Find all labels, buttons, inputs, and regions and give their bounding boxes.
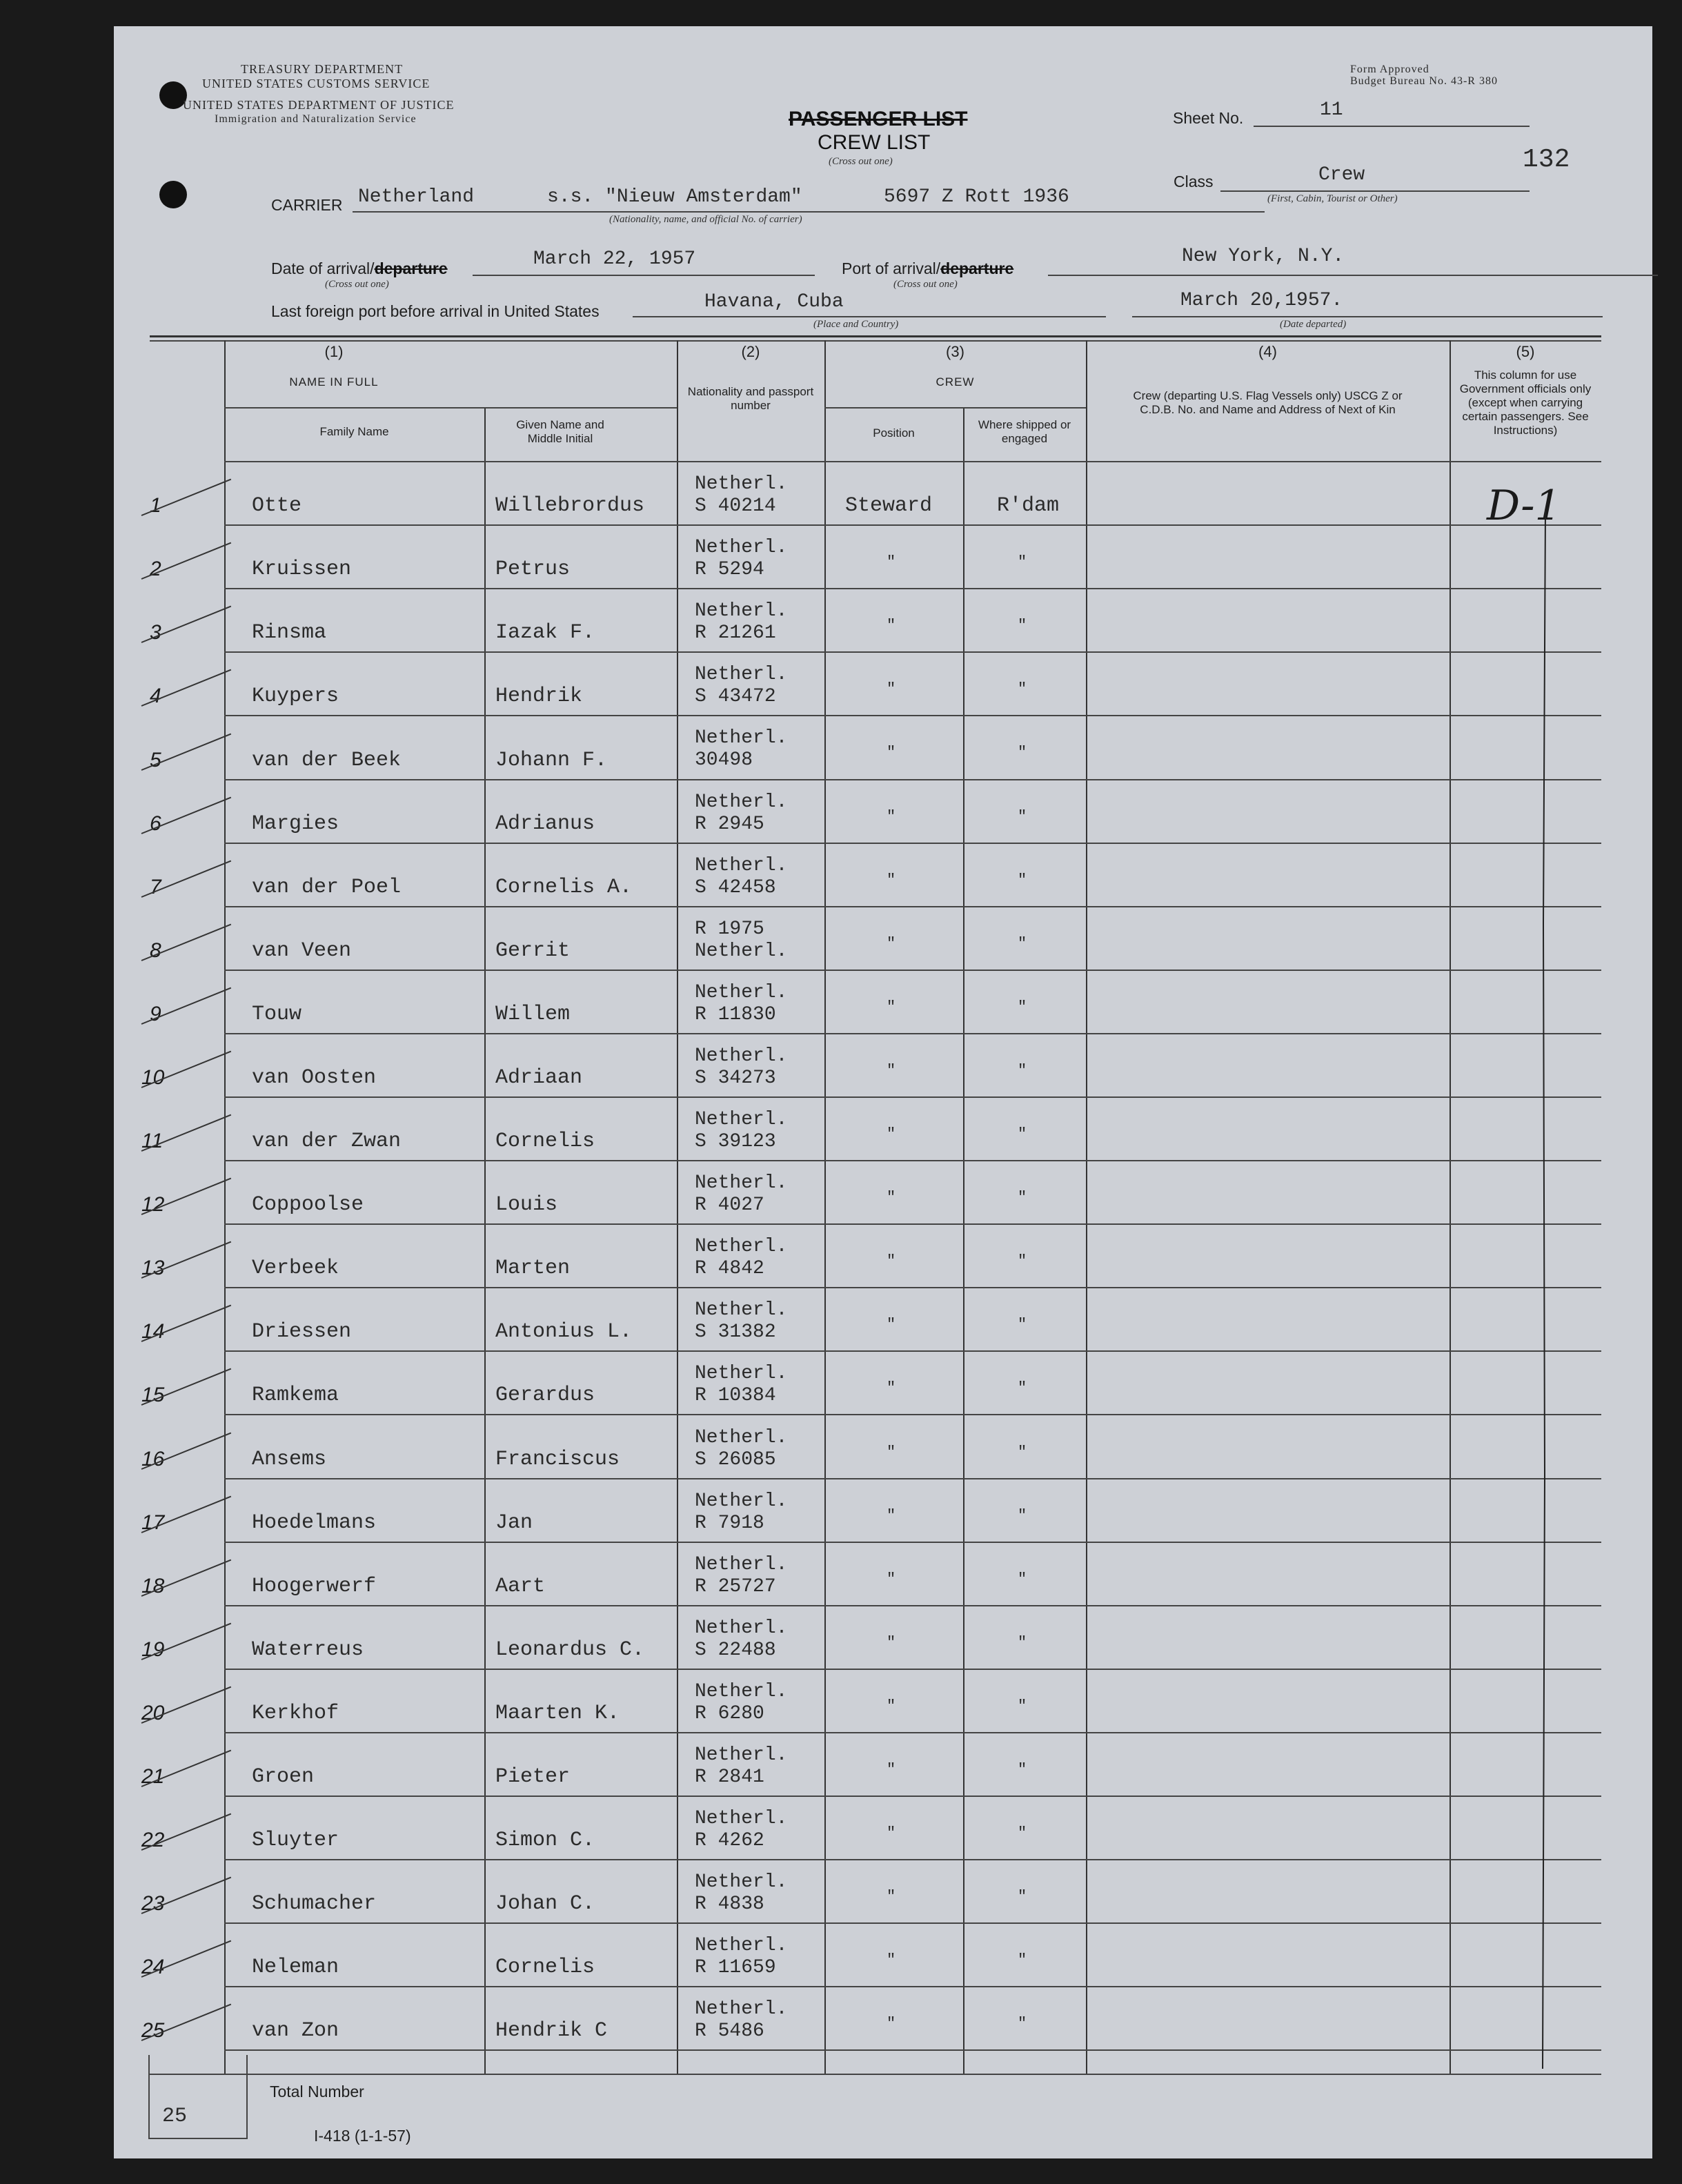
col1-number: (1) [324, 343, 344, 360]
row-rule [224, 588, 1601, 589]
given-name: Johan C. [495, 1892, 595, 1916]
given-name: Simon C. [495, 1829, 595, 1852]
family-name: Rinsma [252, 621, 327, 645]
position-ditto: " [887, 1125, 896, 1143]
position-ditto: " [887, 1634, 896, 1651]
given-name: Johann F. [495, 749, 608, 772]
position-ditto: " [887, 1379, 896, 1397]
family-name: Hoogerwerf [252, 1575, 377, 1598]
family-name: Touw [252, 1003, 302, 1026]
handwritten-vertical-line [1535, 509, 1556, 2096]
family-name: van Veen [252, 939, 352, 963]
header-rule [824, 407, 1086, 409]
col-rule [677, 340, 678, 2074]
given-name: Hendrik [495, 685, 583, 708]
position-ditto: " [887, 1316, 896, 1333]
family-name: Hoedelmans [252, 1511, 377, 1535]
given-name: Aart [495, 1575, 546, 1598]
col1-title: NAME IN FULL [289, 375, 379, 388]
where-ditto: " [1018, 553, 1027, 571]
row-number: 17 [141, 1511, 165, 1534]
family-name: Schumacher [252, 1892, 377, 1916]
position-ditto: " [887, 1888, 896, 1905]
row-number: 23 [141, 1892, 165, 1915]
family-name: Verbeek [252, 1257, 339, 1280]
row-number: 13 [141, 1257, 165, 1279]
nationality: Netherl. [695, 1363, 788, 1384]
position-ditto: " [887, 1571, 896, 1588]
row-rule [224, 1605, 1601, 1606]
row-rule [224, 1223, 1601, 1225]
last-port-value: Havana, Cuba [704, 291, 844, 313]
nationality: Netherl. [695, 1617, 788, 1639]
where-ditto: " [1018, 872, 1027, 889]
given-name: Maarten K. [495, 1702, 620, 1725]
row-rule [224, 1922, 1601, 1924]
row-number: 22 [141, 1829, 165, 1851]
row-rule [224, 1350, 1601, 1352]
row-number: 24 [141, 1956, 165, 1978]
passport-number: R 5294 [695, 559, 764, 580]
where-ditto: " [1018, 1698, 1027, 1715]
page-stamp: 132 [1523, 145, 1570, 175]
row-rule [224, 1859, 1601, 1860]
row-number: 25 [141, 2019, 165, 2042]
where-ditto: " [1018, 1379, 1027, 1397]
passenger-list-title-struck: PASSENGER LIST [789, 108, 968, 130]
where-ditto: " [1018, 1824, 1027, 1842]
class-line [1220, 190, 1530, 192]
row-rule [224, 524, 1601, 526]
where-ditto: " [1018, 1571, 1027, 1588]
row-rule [224, 1414, 1601, 1415]
row-rule [224, 1033, 1601, 1034]
row-rule [224, 1542, 1601, 1543]
nationality: Netherl. [695, 600, 788, 622]
passport-number: R 2945 [695, 814, 764, 835]
table-top-rule [150, 340, 1601, 342]
passport-number: R 4842 [695, 1258, 764, 1279]
position-ditto: " [887, 1444, 896, 1461]
row-rule [224, 843, 1601, 844]
agency-justice: UNITED STATES DEPARTMENT OF JUSTICE [183, 98, 455, 112]
family-name: van der Poel [252, 876, 402, 899]
position-ditto: " [887, 680, 896, 698]
passport-number: S 22488 [695, 1640, 776, 1661]
nationality: Netherl. [695, 982, 788, 1003]
col-rule [224, 340, 226, 2074]
row-number: 20 [141, 1702, 165, 1724]
arrival-date: March 22, 1957 [533, 248, 696, 270]
carrier-vessel: s.s. "Nieuw Amsterdam" [547, 186, 802, 208]
carrier-note: (Nationality, name, and official No. of carrier) [609, 214, 802, 225]
col2-title: Nationality and passport number [687, 385, 814, 412]
nationality: Netherl. [695, 1871, 788, 1893]
departure-struck: departure [940, 259, 1014, 277]
where-ditto: " [1018, 1125, 1027, 1143]
position-ditto: " [887, 617, 896, 634]
given-name: Gerardus [495, 1384, 595, 1407]
last-port-note: (Place and Country) [813, 319, 899, 330]
last-port-line [633, 316, 1106, 317]
position-ditto: " [887, 1252, 896, 1270]
sheet-no-value: 11 [1320, 99, 1343, 121]
row-number: 7 [150, 876, 161, 898]
row-number: 16 [141, 1448, 165, 1470]
row-rule [224, 2049, 1601, 2051]
passport-number: R 4262 [695, 1830, 764, 1851]
where-ditto: " [1018, 680, 1027, 698]
row-number: 15 [141, 1384, 165, 1406]
row-rule [224, 1478, 1601, 1479]
where-ditto: " [1018, 2015, 1027, 2032]
agency-ins: Immigration and Naturalization Service [215, 113, 417, 125]
passport-number: S 26085 [695, 1449, 776, 1470]
crew-list-title: CREW LIST [818, 131, 931, 154]
nationality: Netherl. [695, 1427, 788, 1448]
col5-number: (5) [1516, 343, 1535, 360]
position-ditto: " [887, 808, 896, 825]
passport-number: S 34273 [695, 1068, 776, 1089]
where-ditto: " [1018, 1252, 1027, 1270]
agency-customs: UNITED STATES CUSTOMS SERVICE [202, 77, 431, 90]
position: Steward [845, 494, 933, 518]
given-name: Jan [495, 1511, 533, 1535]
col3-where-header: Where shipped or engaged [978, 418, 1071, 445]
row-number: 9 [150, 1003, 161, 1025]
row-number: 5 [150, 749, 161, 771]
nationality: Netherl. [695, 1045, 788, 1067]
col4-title: Crew (departing U.S. Flag Vessels only) USCG Z or C.D.B. No. and Name and Address of Next of Kin [1133, 389, 1403, 416]
row-rule [224, 1732, 1601, 1733]
position-ditto: " [887, 1189, 896, 1206]
family-name: van Zon [252, 2019, 339, 2043]
col2-number: (2) [741, 343, 760, 360]
family-name: Groen [252, 1765, 315, 1789]
where-ditto: " [1018, 935, 1027, 952]
where-ditto: " [1018, 617, 1027, 634]
nationality: Netherl. [695, 1554, 788, 1575]
class-note: (First, Cabin, Tourist or Other) [1267, 193, 1398, 204]
nationality: Netherl. [695, 1236, 788, 1257]
family-name: Driessen [252, 1320, 352, 1344]
nationality: Netherl. [695, 1998, 788, 2020]
family-name: Ramkema [252, 1384, 339, 1407]
row-rule [224, 1160, 1601, 1161]
crew-list-form [114, 26, 1652, 2158]
position-ditto: " [887, 872, 896, 889]
family-name: Kerkhof [252, 1702, 339, 1725]
row-rule [224, 906, 1601, 907]
table-bottom-rule [150, 2074, 1601, 2075]
passport-number: R 11659 [695, 1957, 776, 1978]
family-name: Neleman [252, 1956, 339, 1979]
position-ditto: " [887, 998, 896, 1016]
carrier-official-no: 5697 Z Rott 1936 [884, 186, 1069, 208]
arrival-note: (Cross out one) [325, 279, 389, 290]
family-name: Margies [252, 812, 339, 836]
passport-number: R 4838 [695, 1893, 764, 1915]
row-number: 12 [141, 1193, 165, 1216]
row-rule [224, 651, 1601, 653]
given-name: Louis [495, 1193, 558, 1217]
row-number: 4 [150, 685, 161, 707]
given-name: Petrus [495, 558, 571, 581]
given-name: Iazak F. [495, 621, 595, 645]
total-number-value: 25 [162, 2105, 188, 2128]
carrier-label: CARRIER [271, 196, 343, 214]
passport-number: S 40214 [695, 495, 776, 517]
agency-treasury: TREASURY DEPARTMENT [241, 62, 404, 76]
nationality: Netherl. [695, 855, 788, 876]
where-ditto: " [1018, 808, 1027, 825]
given-name: Cornelis [495, 1130, 595, 1153]
row-rule [224, 1669, 1601, 1670]
header-bottom-rule [224, 461, 1601, 462]
col4-number: (4) [1258, 343, 1277, 360]
class-label: Class [1174, 173, 1214, 190]
where-ditto: " [1018, 1888, 1027, 1905]
row-number: 1 [150, 494, 161, 517]
given-name: Marten [495, 1257, 571, 1280]
passport-number: R 21261 [695, 622, 776, 644]
given-name: Adrianus [495, 812, 595, 836]
nationality: Netherl. [695, 791, 788, 813]
passport-number: 30498 [695, 749, 753, 771]
col5-title: This column for use Government officials only (except when carrying certain passengers. See Instructions) [1459, 368, 1592, 437]
last-port-label: Last foreign port before arrival in United States [271, 302, 600, 320]
class-value: Crew [1318, 164, 1365, 186]
nationality: Netherl. [695, 1808, 788, 1829]
given-name: Antonius L. [495, 1320, 633, 1344]
last-port-date-line [1132, 316, 1603, 317]
nationality: Netherl. [695, 1491, 788, 1512]
where-ditto: " [1018, 1189, 1027, 1206]
passport-number: R 6280 [695, 1703, 764, 1724]
port-value: New York, N.Y. [1182, 246, 1345, 267]
family-name: Kruissen [252, 558, 352, 581]
col-rule [1450, 340, 1451, 2074]
row-number: 3 [150, 621, 161, 644]
given-name: Franciscus [495, 1448, 620, 1471]
given-name: Cornelis [495, 1956, 595, 1979]
row-rule [224, 715, 1601, 716]
form-approved: Form Approved [1350, 63, 1429, 75]
passport-number: R 11830 [695, 1004, 776, 1025]
row-rule [224, 970, 1601, 971]
family-name: Sluyter [252, 1829, 339, 1852]
family-name: Otte [252, 494, 302, 518]
given-name: Hendrik C [495, 2019, 608, 2043]
passport-number: S 39123 [695, 1131, 776, 1152]
col-rule [1086, 340, 1087, 2074]
arrival-line [473, 275, 815, 276]
family-name: Coppoolse [252, 1193, 364, 1217]
col1-family-header: Family Name [319, 425, 389, 438]
position-ditto: " [887, 935, 896, 952]
col-rule [963, 407, 964, 2074]
position-ditto: " [887, 1761, 896, 1778]
port-note: (Cross out one) [893, 279, 958, 290]
row-number: 21 [141, 1765, 165, 1788]
family-name: Waterreus [252, 1638, 364, 1662]
passport-number: R 25727 [695, 1576, 776, 1597]
form-number: I-418 (1-1-57) [314, 2127, 411, 2145]
position-ditto: " [887, 744, 896, 761]
passport-number: R 5486 [695, 2020, 764, 2042]
carrier-line [353, 211, 1265, 213]
col3-position-header: Position [873, 426, 915, 440]
sheet-no-label: Sheet No. [1173, 109, 1244, 127]
passport-number: R 4027 [695, 1194, 764, 1216]
passport-number: R 10384 [695, 1385, 776, 1406]
nationality: Netherl. [695, 664, 788, 685]
family-name: Ansems [252, 1448, 327, 1471]
passport-number: S 31382 [695, 1321, 776, 1343]
passport-number: S 43472 [695, 686, 776, 707]
nationality: Netherl. [695, 1299, 788, 1321]
given-name: Willebrordus [495, 494, 645, 518]
nationality: R 1975 [695, 918, 764, 940]
col3-title: CREW [936, 375, 975, 388]
family-name: Kuypers [252, 685, 339, 708]
row-rule [224, 1986, 1601, 1987]
row-number: 8 [150, 939, 161, 962]
where-shipped: R'dam [997, 494, 1060, 518]
where-ditto: " [1018, 1062, 1027, 1079]
position-ditto: " [887, 1507, 896, 1524]
nationality: Netherl. [695, 1109, 788, 1130]
where-ditto: " [1018, 1444, 1027, 1461]
title-note: (Cross out one) [829, 156, 893, 167]
nationality: Netherl. [695, 1935, 788, 1956]
where-ditto: " [1018, 1316, 1027, 1333]
family-name: van der Beek [252, 749, 402, 772]
arrival-label: Date of arrival/departure [271, 259, 448, 277]
where-ditto: " [1018, 1634, 1027, 1651]
sheet-no-line [1254, 126, 1530, 127]
nationality: Netherl. [695, 1172, 788, 1194]
col3-number: (3) [946, 343, 964, 360]
total-number-label: Total Number [270, 2083, 364, 2101]
row-rule [224, 1287, 1601, 1288]
position-ditto: " [887, 1824, 896, 1842]
position-ditto: " [887, 1951, 896, 1969]
family-name: van der Zwan [252, 1130, 402, 1153]
nationality: Netherl. [695, 1681, 788, 1702]
given-name: Pieter [495, 1765, 571, 1789]
family-name: van Oosten [252, 1066, 377, 1090]
where-ditto: " [1018, 1761, 1027, 1778]
punch-hole [159, 181, 187, 208]
table-top-rule [150, 335, 1601, 337]
col-rule [824, 340, 826, 2074]
col-rule [484, 407, 486, 2074]
given-name: Leonardus C. [495, 1638, 645, 1662]
row-number: 14 [141, 1320, 165, 1343]
row-number: 18 [141, 1575, 165, 1597]
given-name: Gerrit [495, 939, 571, 963]
row-rule [224, 1796, 1601, 1797]
passport-number: Netherl. [695, 941, 788, 962]
col1-given-header: Given Name and Middle Initial [516, 418, 604, 445]
row-number: 2 [150, 558, 161, 580]
nationality: Netherl. [695, 537, 788, 558]
officials-mark: D-1 [1487, 482, 1561, 530]
row-number: 11 [141, 1130, 164, 1152]
given-name: Adriaan [495, 1066, 583, 1090]
row-number: 19 [141, 1638, 165, 1661]
where-ditto: " [1018, 998, 1027, 1016]
port-label: Port of arrival/departure [842, 259, 1014, 277]
row-rule [224, 1096, 1601, 1098]
position-ditto: " [887, 2015, 896, 2032]
row-rule [224, 779, 1601, 780]
where-ditto: " [1018, 1507, 1027, 1524]
nationality: Netherl. [695, 727, 788, 749]
nationality: Netherl. [695, 1744, 788, 1766]
carrier-nationality: Netherland [358, 186, 475, 208]
given-name: Cornelis A. [495, 876, 633, 899]
passport-number: R 7918 [695, 1513, 764, 1534]
header-rule [224, 407, 677, 409]
port-line [1048, 275, 1658, 276]
last-port-date-note: (Date departed) [1280, 319, 1347, 330]
row-number: 6 [150, 812, 161, 835]
position-ditto: " [887, 1062, 896, 1079]
where-ditto: " [1018, 1951, 1027, 1969]
given-name: Willem [495, 1003, 571, 1026]
position-ditto: " [887, 553, 896, 571]
budget-bureau-no: Budget Bureau No. 43-R 380 [1350, 75, 1498, 87]
nationality: Netherl. [695, 473, 788, 495]
position-ditto: " [887, 1698, 896, 1715]
departure-struck: departure [374, 259, 448, 277]
row-number: 10 [141, 1066, 165, 1089]
passport-number: R 2841 [695, 1767, 764, 1788]
where-ditto: " [1018, 744, 1027, 761]
last-port-date: March 20,1957. [1180, 290, 1343, 311]
passport-number: S 42458 [695, 877, 776, 898]
